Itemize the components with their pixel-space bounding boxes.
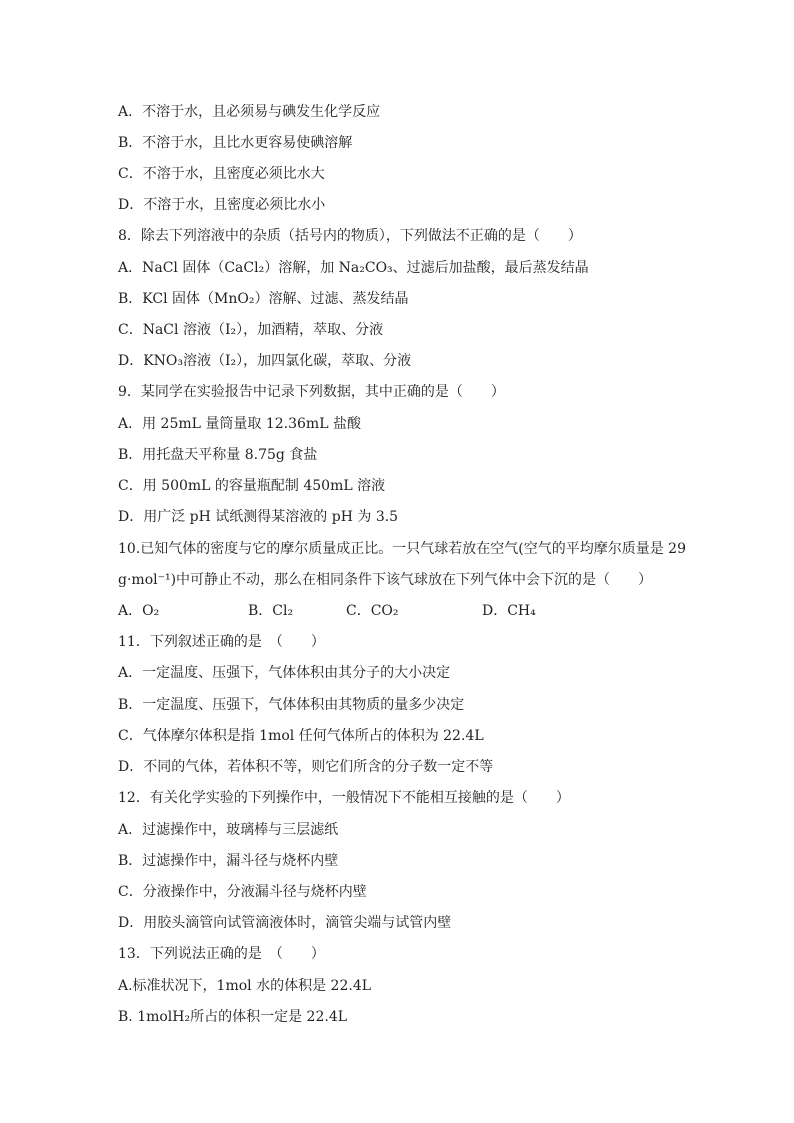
q12-stem: 12．有关化学实验的下列操作中，一般情况下不能相互接触的是（ ） <box>118 790 570 806</box>
q8-option-c: C．NaCl 溶液（I₂），加酒精，萃取、分液 <box>118 322 384 338</box>
q10-option-a: A．O₂ <box>118 603 160 619</box>
q11-option-d: D．不同的气体，若体积不等，则它们所含的分子数一定不等 <box>118 759 494 775</box>
q9-stem: 9．某同学在实验报告中记录下列数据，其中正确的是（ ） <box>118 384 505 400</box>
q7-option-c: C．不溶于水，且密度必须比水大 <box>118 166 325 182</box>
q10-stem-line2: g·mol⁻¹)中可静止不动，那么在相同条件下该气球放在下列气体中会下沉的是（ ） <box>118 572 653 588</box>
q8-option-b: B．KCl 固体（MnO₂）溶解、过滤、蒸发结晶 <box>118 291 409 307</box>
q11-option-b: B．一定温度、压强下，气体体积由其物质的量多少决定 <box>118 697 465 713</box>
q7-option-a: A．不溶于水，且必须易与碘发生化学反应 <box>118 104 381 120</box>
q10-option-c: C．CO₂ <box>346 603 399 619</box>
q12-option-c: C．分液操作中，分液漏斗径与烧杯内壁 <box>118 884 367 900</box>
q12-option-a: A．过滤操作中，玻璃棒与三层滤纸 <box>118 822 339 838</box>
q10-option-d: D．CH₄ <box>482 603 536 619</box>
q11-option-c: C．气体摩尔体积是指 1mol 任何气体所占的体积为 22.4L <box>118 728 484 744</box>
q8-option-d: D．KNO₃溶液（I₂），加四氯化碳，萃取、分液 <box>118 353 412 369</box>
q9-option-d: D．用广泛 pH 试纸测得某溶液的 pH 为 3.5 <box>118 509 399 525</box>
q12-option-b: B．过滤操作中，漏斗径与烧杯内壁 <box>118 853 339 869</box>
q8-stem: 8．除去下列溶液中的杂质（括号内的物质），下列做法不正确的是（ ） <box>118 228 582 244</box>
q8-option-a: A．NaCl 固体（CaCl₂）溶解，加 Na₂CO₃、过滤后加盐酸，最后蒸发结晶 <box>118 260 589 276</box>
q12-option-d: D．用胶头滴管向试管滴液体时，滴管尖端与试管内壁 <box>118 915 452 931</box>
q9-option-a: A．用 25mL 量筒量取 12.36mL 盐酸 <box>118 416 361 432</box>
q13-option-a: A.标准状况下，1mol 水的体积是 22.4L <box>118 978 372 994</box>
q13-stem: 13．下列说法正确的是 （ ） <box>118 946 325 962</box>
q9-option-c: C．用 500mL 的容量瓶配制 450mL 溶液 <box>118 478 386 494</box>
q9-option-b: B．用托盘天平称量 8.75g 食盐 <box>118 447 318 463</box>
q10-option-b: B．Cl₂ <box>248 603 294 619</box>
q11-option-a: A．一定温度、压强下，气体体积由其分子的大小决定 <box>118 665 451 681</box>
q11-stem: 11．下列叙述正确的是 （ ） <box>118 634 325 650</box>
q7-option-b: B．不溶于水，且比水更容易使碘溶解 <box>118 135 353 151</box>
q7-option-d: D．不溶于水，且密度必须比水小 <box>118 197 326 213</box>
q10-stem-line1: 10.已知气体的密度与它的摩尔质量成正比。一只气球若放在空气(空气的平均摩尔质量是 29 <box>118 541 686 557</box>
q13-option-b: B. 1molH₂所占的体积一定是 22.4L <box>118 1009 348 1025</box>
